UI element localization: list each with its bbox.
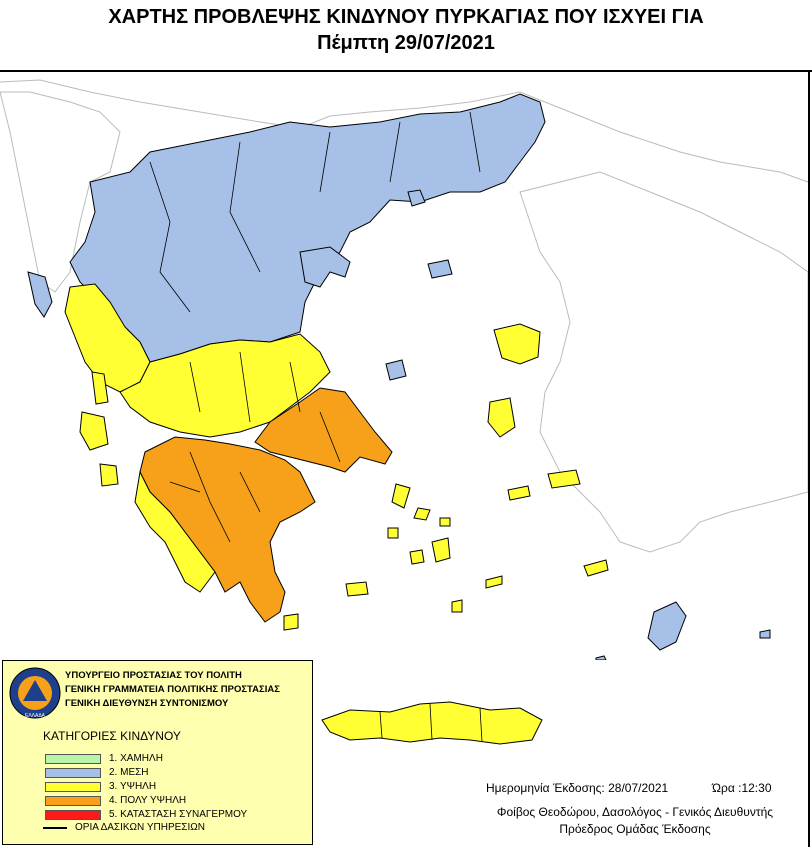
category-label: 2. ΜΕΣΗ (109, 767, 149, 778)
zone-chalkidiki (300, 247, 350, 287)
zone-kefalonia (80, 412, 108, 450)
map-legend (2, 660, 313, 845)
agency-directorate: ΓΕΝΙΚΗ ΔΙΕΥΘΥΝΣΗ ΣΥΝΤΟΝΙΣΜΟΥ (65, 698, 229, 709)
category-label: 3. ΥΨΗΛΗ (109, 781, 157, 792)
swatch-alert (45, 810, 101, 820)
swatch-very-high (45, 796, 101, 806)
crete-island (320, 690, 560, 750)
swatch-high (45, 782, 101, 792)
zone-milos (346, 582, 368, 596)
agency-ministry: ΥΠΟΥΡΓΕΙΟ ΠΡΟΣΤΑΣΙΑΣ ΤΟΥ ΠΟΛΙΤΗ (65, 670, 242, 681)
zone-andros (392, 484, 410, 508)
logo-country-text: ΕΛΛΑΔΑ (24, 713, 46, 719)
agency-block (65, 669, 280, 711)
zone-skyros (386, 360, 406, 380)
agency-secretariat: ΓΕΝΙΚΗ ΓΡΑΜΜΑΤΕΙΑ ΠΟΛΙΤΙΚΗΣ ΠΡΟΣΤΑΣΙΑΣ (65, 684, 280, 695)
frame-right-edge (808, 70, 810, 847)
zone-rhodes (648, 602, 686, 650)
foreign-land-turkey (520, 172, 808, 552)
legend-category-2 (45, 767, 305, 779)
issue-date: Ημερομηνία Έκδοσης: 28/07/2021 (486, 781, 669, 795)
zone-naxos (432, 538, 450, 562)
boundary-label: ΟΡΙΑ ΔΑΣΙΚΩΝ ΥΠΗΡΕΣΙΩΝ (75, 822, 205, 833)
signer-line-1: Φοίβος Θεοδώρου, Δασολόγος - Γενικός Διευθυντής (496, 805, 774, 819)
zone-tinos (414, 508, 430, 520)
legend-category-5 (45, 809, 305, 821)
zone-mykonos (440, 518, 450, 526)
zone-santorini (452, 600, 462, 612)
zone-lesvos (494, 324, 540, 364)
zone-lemnos (428, 260, 452, 278)
greece-fire-risk-map (0, 72, 808, 660)
zone-karpathos (596, 656, 606, 660)
signer-block (470, 804, 800, 838)
issue-time: Ώρα :12:30 (712, 781, 772, 795)
map-date: Πέμπτη 29/07/2021 (317, 32, 495, 54)
signer-line-2: Πρόεδρος Ομάδας Έκδοσης (559, 822, 711, 836)
category-label: 5. ΚΑΤΑΣΤΑΣΗ ΣΥΝΑΓΕΡΜΟΥ (109, 809, 248, 820)
zone-syros (388, 528, 398, 538)
zone-amorgos (486, 576, 502, 588)
zone-kos (584, 560, 608, 576)
swatch-low (45, 754, 101, 764)
categories-title: ΚΑΤΗΓΟΡΙΕΣ ΚΙΝΔΥΝΟΥ (43, 729, 181, 743)
category-label: 1. ΧΑΜΗΛΗ (109, 753, 163, 764)
boundary-line-sample (43, 827, 67, 829)
zone-kastellorizo (760, 630, 770, 638)
zone-paros (410, 550, 424, 564)
zone-zakynthos (100, 464, 118, 486)
zone-kythira (284, 614, 298, 630)
category-label: 4. ΠΟΛΥ ΥΨΗΛΗ (109, 795, 187, 806)
zone-ikaria (508, 486, 530, 500)
map-title: ΧΑΡΤΗΣ ΠΡΟΒΛΕΨΗΣ ΚΙΝΔΥΝΟΥ ΠΥΡΚΑΓΙΑΣ ΠΟΥ ΙΣΧΥΕΙ ΓΙΑ (108, 6, 704, 28)
civil-protection-logo (9, 667, 61, 719)
swatch-medium (45, 768, 101, 778)
legend-category-4 (45, 795, 305, 807)
legend-category-1 (45, 753, 305, 765)
legend-category-3 (45, 781, 305, 793)
zone-chios (488, 398, 515, 437)
